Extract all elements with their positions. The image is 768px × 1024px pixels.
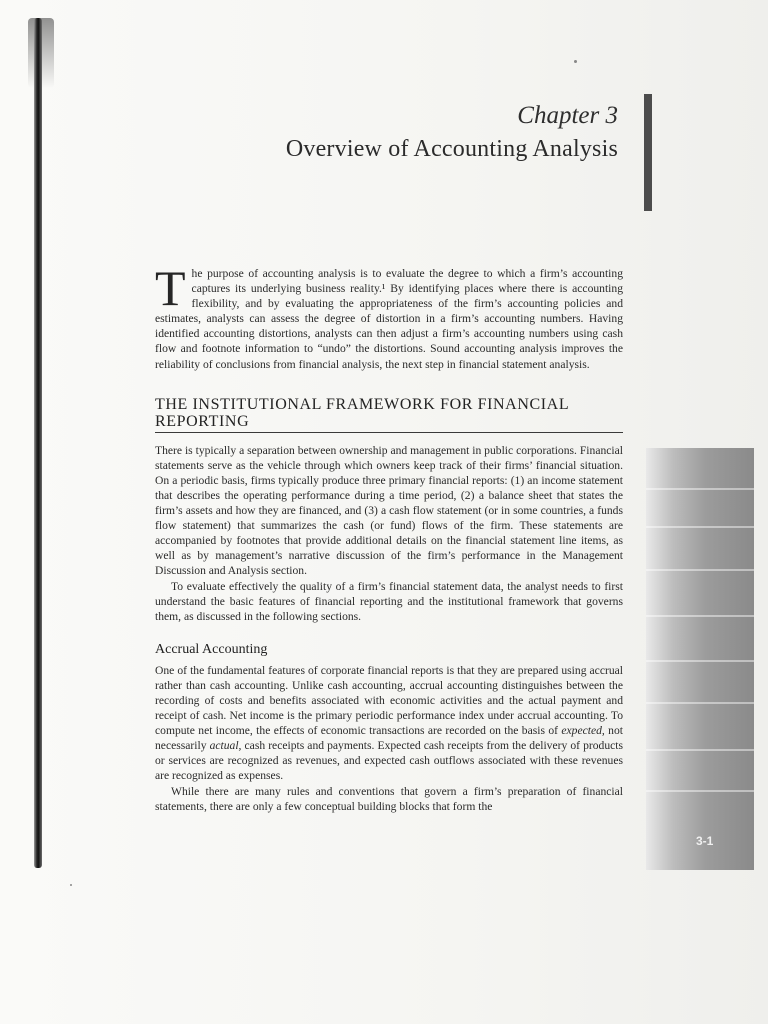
chapter-label: Chapter 3 [517,102,618,129]
section-paragraph-2: To evaluate effectively the quality of a firm’s financial statement data, the analyst needs to first understand the basic features of financial reporting and the institutional framework that governs them, as discussed in the following sections. [155,579,623,623]
section-paragraph-1: There is typically a separation between ownership and management in public corporations. Financial statements serve as the vehicle through which owners keep track of their firms’ financial situation. On a periodic basis, firms typically produce three primary financial reports: (1) an income statement that describes the operating performance during a time period, (2) a balance sheet that states the firm’s assets and how they are financed, and (3) a cash flow statement (or in some countries, a funds flow statement) that summarizes the cash (or fund) flows of the firm. These statements are accompanied by footnotes that provide additional details on the financial statement line items, as well as by management’s narrative discussion of the firm’s performance in the Management Discussion and Analysis section. [155,443,623,578]
subsection-paragraph-1 [155,663,623,784]
subsection-paragraph-2: While there are many rules and conventions that govern a firm’s preparation of financial statements, there are only a few conceptual building blocks that form the [155,784,623,813]
chapter-marker-bar [644,94,652,211]
text-column [155,260,623,814]
subsection-heading: Accrual Accounting [155,641,268,657]
scan-speck [574,60,577,63]
scan-speck [70,884,72,886]
emphasis-actual: actual, [209,739,242,753]
para-text: not necessarily [155,724,623,753]
page-edge-tab [646,448,754,870]
chapter-title: Overview of Accounting Analysis [285,136,618,162]
section-heading: THE INSTITUTIONAL FRAMEWORK FOR FINANCIAL REPORTING [155,396,623,433]
intro-text: he purpose of accounting analysis is to evaluate the degree to which a firm’s accounting captures its underlying business reality.¹ By identifying places where there is accounting flexibility, and by evaluating the appropriateness of the firm’s accounting policies and estimates, analysts can assess the degree of distortion in a firm’s accounting numbers. Having identified accounting distortions, analysts can then adjust a firm’s accounting numbers using cash flow and footnote information to “undo” the distortions. Sound accounting analysis improves the reliability of conclusions from financial analysis, the next step in financial statement analysis. [155,267,623,371]
page-number: 3-1 [696,834,714,848]
drop-cap: T [155,260,186,316]
emphasis-expected: expected, [561,724,605,738]
para-text: cash receipts and payments. Expected cash receipts from the delivery of products or services are recognized as revenues, and expected cash outflows associated with these revenues are recognized as expenses. [155,739,623,783]
para-text: One of the fundamental features of corporate financial reports is that they are prepared using accrual rather than cash accounting. Unlike cash accounting, accrual accounting distinguishes between the recording of costs and benefits associated with economic activities and the actual payment and receipt of cash. Net income is the primary periodic performance index under accrual accounting. To compute net income, the effects of economic transactions are recorded on the basis of [155,663,623,738]
intro-paragraph [155,260,623,372]
book-binding [34,18,42,868]
